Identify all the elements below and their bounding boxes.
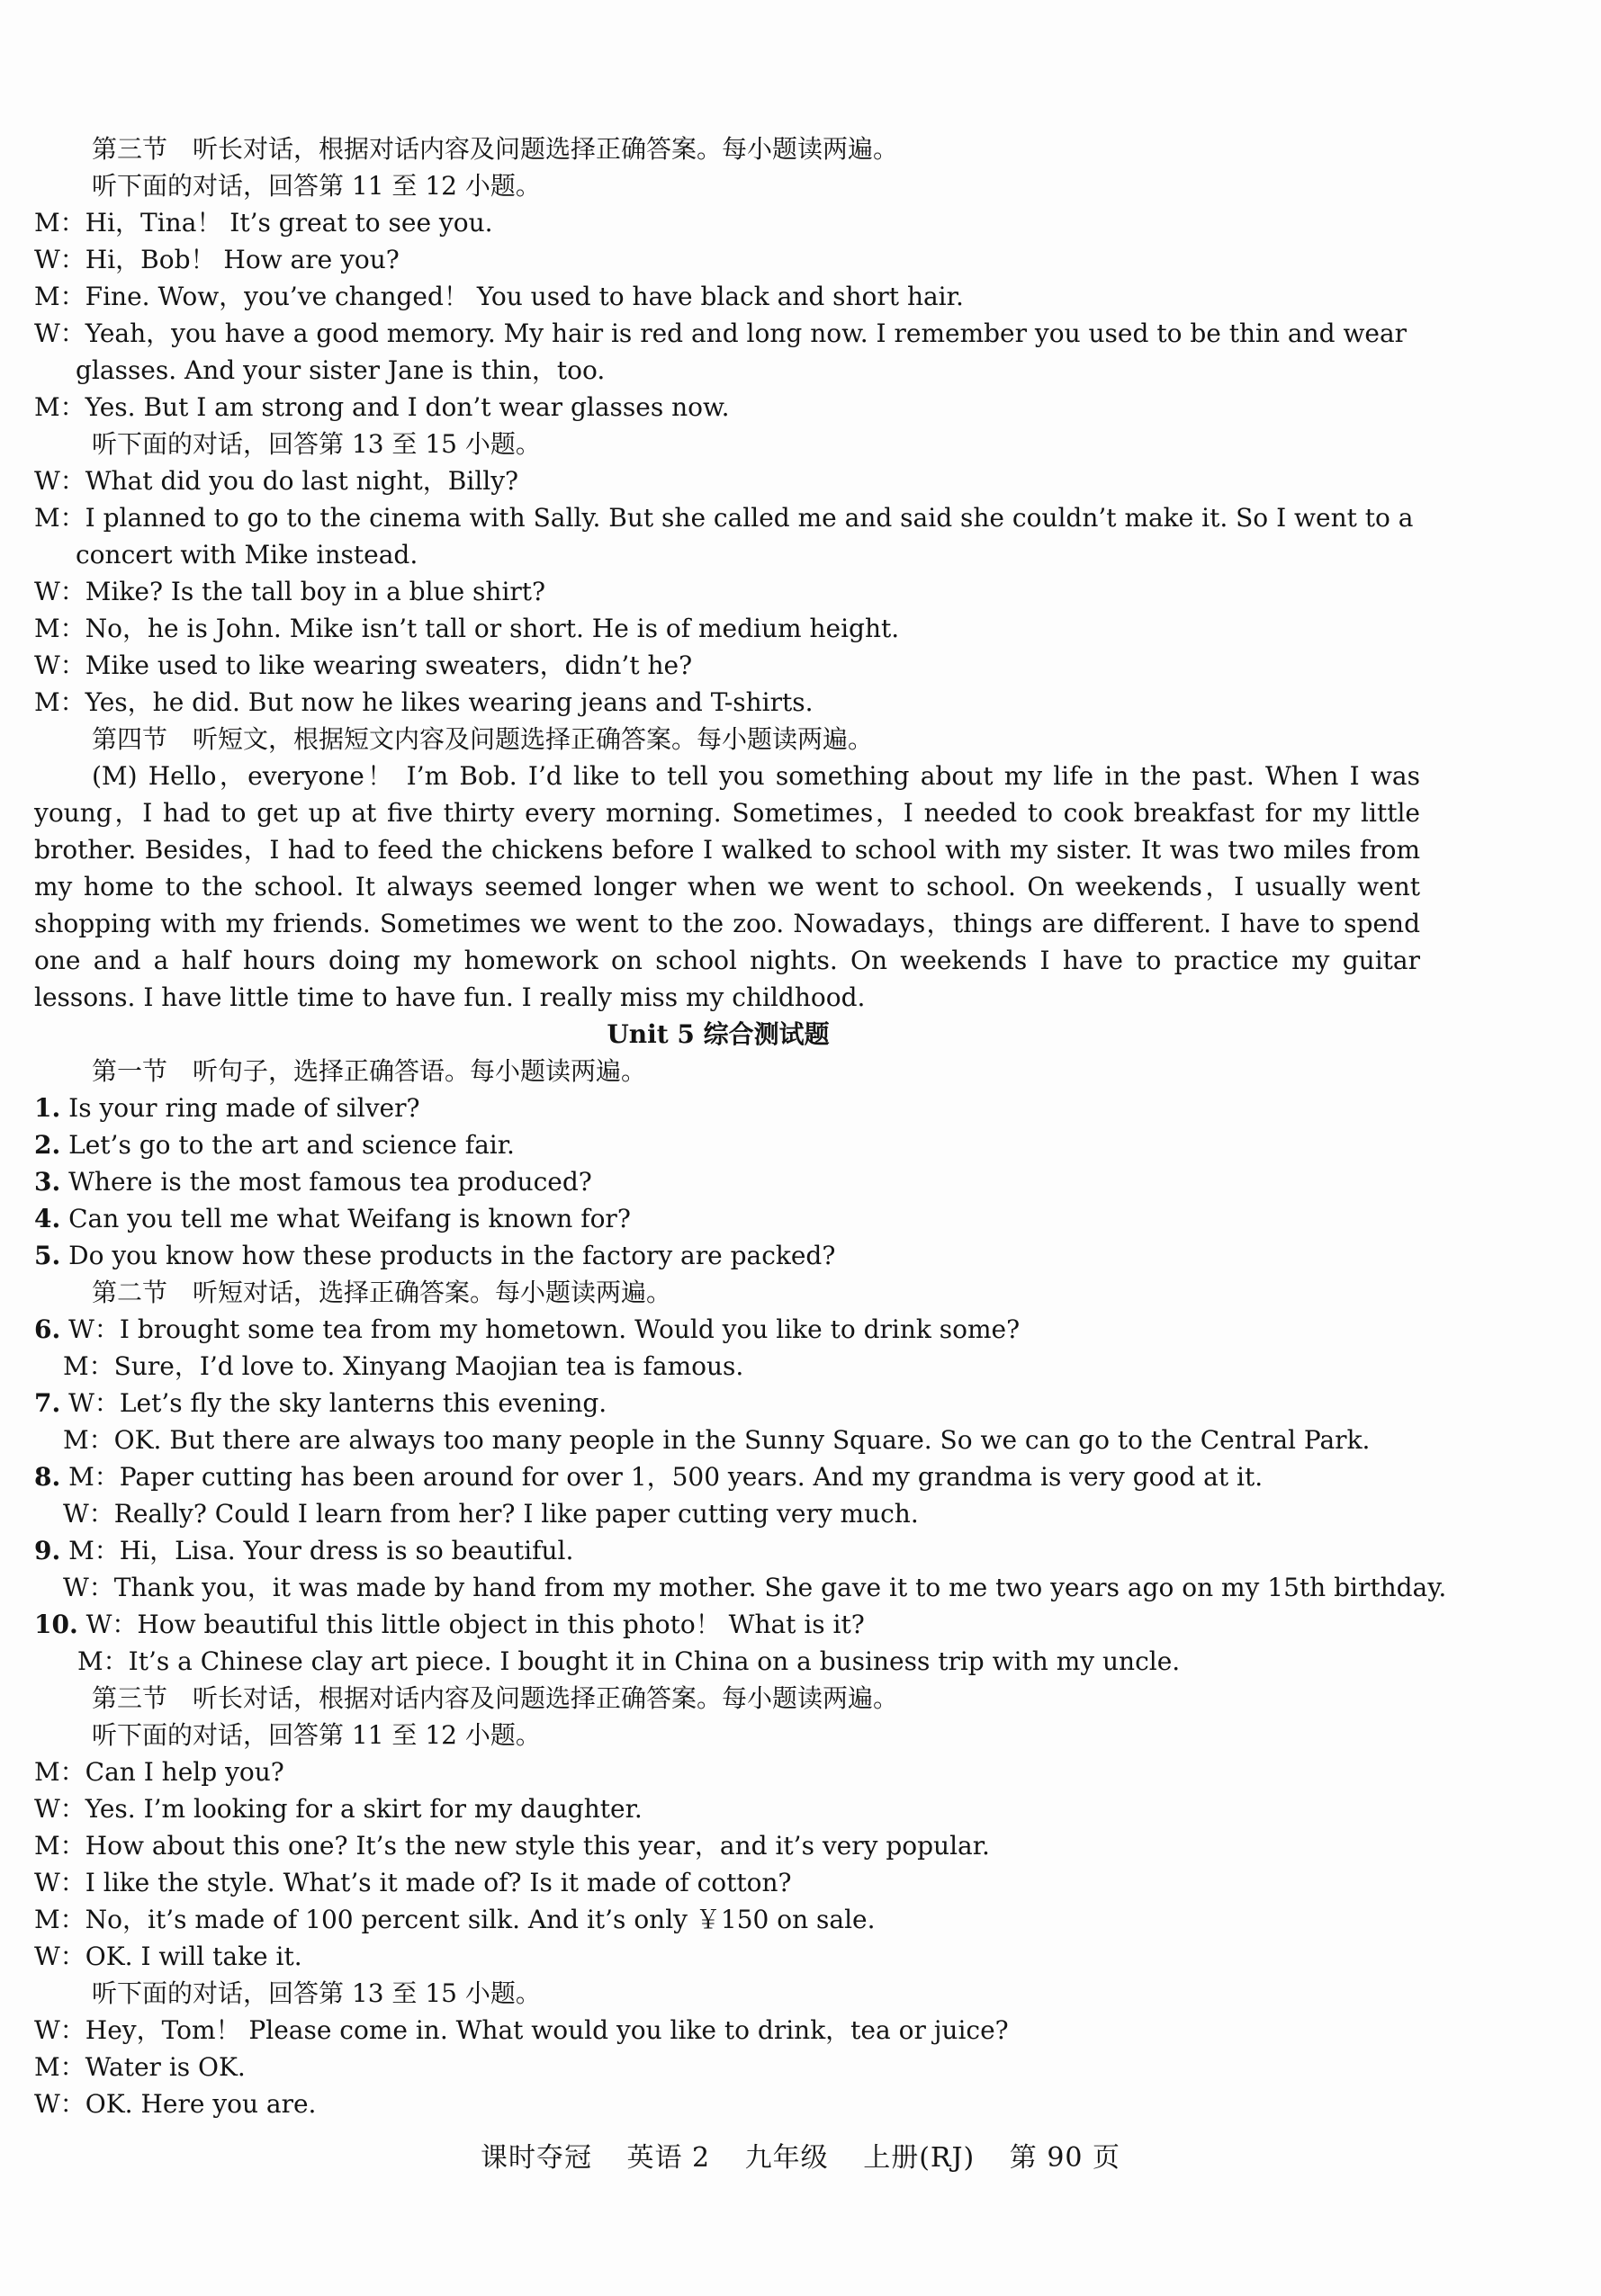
numbered-item <box>34 1532 1420 1569</box>
line-text: W：Yeah，you have a good memory. My hair is red and long now. I remember you used to be thin and wear glasses. And your sister Jane is thin，too. <box>34 318 1408 385</box>
dialogue-line <box>34 204 1420 241</box>
numbered-item-response <box>34 1643 1420 1680</box>
line-text: W：Mike used to like wearing sweaters，didn’t he? <box>34 650 693 680</box>
line-text: Can you tell me what Weifang is known for? <box>60 1204 631 1233</box>
line-text: 听下面的对话，回答第 13 至 15 小题。 <box>92 429 541 459</box>
unit-title <box>34 1016 1420 1053</box>
line-text: Let’s go to the art and science fair. <box>60 1130 515 1160</box>
section-heading <box>34 721 1420 758</box>
numbered-item <box>34 1606 1420 1643</box>
line-text: M：No，it’s made of 100 percent silk. And it’s only ￥150 on sale. <box>34 1905 876 1934</box>
item-number: 3. <box>34 1167 61 1197</box>
dialogue-instruction <box>34 426 1420 462</box>
line-text: 听下面的对话，回答第 13 至 15 小题。 <box>92 1978 541 2008</box>
dialogue-line <box>34 684 1420 721</box>
line-text: M：No，he is John. Mike isn’t tall or short. He is of medium height. <box>34 614 900 643</box>
line-text: Unit 5 综合测试题 <box>607 1019 830 1049</box>
item-number: 6. <box>34 1314 61 1344</box>
line-text: M：It’s a Chinese clay art piece. I bought it in China on a business trip with my uncle. <box>77 1646 1181 1676</box>
numbered-item <box>34 1090 1420 1126</box>
numbered-item-response <box>34 1569 1447 1606</box>
line-text: M：Sure，I’d love to. Xinyang Maojian tea is famous. <box>63 1351 744 1381</box>
item-number: 9. <box>34 1536 61 1565</box>
line-text: 第三节 听长对话，根据对话内容及问题选择正确答案。每小题读两遍。 <box>92 1683 899 1713</box>
numbered-item <box>34 1163 1420 1200</box>
dialogue-line <box>34 2085 1420 2122</box>
dialogue-instruction <box>34 167 1420 204</box>
item-number: 4. <box>34 1204 61 1233</box>
line-text: W：Really? Could I learn from her? I like paper cutting very much. <box>63 1499 919 1529</box>
line-text: M：Fine. Wow，you’ve changed！ You used to have black and short hair. <box>34 282 964 311</box>
footer-subject: 英语 2 <box>626 2142 711 2174</box>
line-text: Where is the most famous tea produced? <box>60 1167 592 1197</box>
numbered-item <box>34 1458 1420 1495</box>
line-text: 听下面的对话，回答第 11 至 12 小题。 <box>92 1720 541 1750</box>
document-body <box>34 130 1447 2122</box>
dialogue-line <box>34 2049 1420 2085</box>
dialogue-line <box>34 241 1420 278</box>
line-text: (M) Hello，everyone！ I’m Bob. I’d like to tell you something about my life in the past. When I was young，I had to get up at five thirty every morning. Sometimes，I needed to cook breakfast for my little brother. Besides，I had to feed the chickens before I walked to school with my sister. It was two miles from my home to the school. It always seemed longer when we went to school. On weekends，I usually went shopping with my friends. Sometimes we went to the zoo. Nowadays，things are different. I have to spend one and a half hours doing my homework on school nights. On weekends I have to practice my guitar lessons. I have little time to have fun. I really miss my childhood. <box>34 761 1420 1012</box>
dialogue-line <box>34 1753 1420 1790</box>
item-number: 7. <box>34 1388 61 1418</box>
page-footer <box>0 2139 1601 2176</box>
line-text: W：Let’s fly the sky lanterns this evening. <box>60 1388 607 1418</box>
section-heading <box>34 1680 1420 1717</box>
line-text: M：How about this one? It’s the new style this year，and it’s very popular. <box>34 1831 990 1861</box>
item-number: 5. <box>34 1241 61 1270</box>
numbered-item-response <box>34 1348 1420 1385</box>
footer-page-number: 第 90 页 <box>1009 2142 1121 2174</box>
item-number: 1. <box>34 1093 61 1123</box>
line-text: M：Water is OK. <box>34 2052 246 2082</box>
dialogue-line <box>34 278 1420 315</box>
line-text: M：Yes. But I am strong and I don’t wear glasses now. <box>34 392 730 422</box>
dialogue-line <box>34 1790 1420 1827</box>
line-text: Do you know how these products in the factory are packed? <box>60 1241 836 1270</box>
numbered-item <box>34 1311 1420 1348</box>
line-text: M：Can I help you? <box>34 1757 284 1787</box>
section-heading <box>34 130 1420 167</box>
numbered-item-response <box>34 1495 1420 1532</box>
item-number: 2. <box>34 1130 61 1160</box>
line-text: M：Yes，he did. But now he likes wearing jeans and T-shirts. <box>34 687 814 717</box>
dialogue-line <box>34 462 1420 499</box>
dialogue-line <box>34 1938 1420 1975</box>
line-text: 第四节 听短文，根据短文内容及问题选择正确答案。每小题读两遍。 <box>92 724 874 754</box>
line-text: W：I brought some tea from my hometown. Would you like to drink some? <box>60 1314 1021 1344</box>
dialogue-line <box>34 1901 1420 1938</box>
line-text: M：I planned to go to the cinema with Sally. But she called me and said she couldn’t make it. So I went to a concert with Mike instead. <box>34 503 1414 570</box>
section-heading <box>34 1053 1420 1090</box>
line-text: W：OK. I will take it. <box>34 1942 302 1971</box>
dialogue-instruction <box>34 1717 1420 1753</box>
item-number: 10. <box>34 1610 78 1639</box>
line-text: M：Hi，Tina！ It’s great to see you. <box>34 208 493 238</box>
line-text: W：Hey，Tom！ Please come in. What would you like to drink，tea or juice? <box>34 2015 1009 2045</box>
numbered-item-response <box>34 1422 1420 1458</box>
numbered-item <box>34 1237 1420 1274</box>
numbered-item <box>34 1126 1420 1163</box>
dialogue-line <box>34 389 1420 426</box>
line-text: 第一节 听句子，选择正确答语。每小题读两遍。 <box>92 1056 647 1086</box>
line-text: W：I like the style. What’s it made of? Is it made of cotton? <box>34 1868 792 1897</box>
line-text: 听下面的对话，回答第 11 至 12 小题。 <box>92 171 541 201</box>
dialogue-line <box>34 499 1420 573</box>
item-number: 8. <box>34 1462 61 1492</box>
dialogue-line <box>34 2012 1420 2049</box>
line-text: W：How beautiful this little object in this photo！ What is it? <box>77 1610 865 1639</box>
numbered-item <box>34 1200 1420 1237</box>
section-heading <box>34 1274 1420 1311</box>
line-text: M：Hi，Lisa. Your dress is so beautiful. <box>60 1536 574 1565</box>
dialogue-line <box>34 1864 1420 1901</box>
footer-volume: 上册(RJ) <box>863 2142 976 2174</box>
dialogue-line <box>34 610 1420 647</box>
dialogue-line <box>34 1827 1420 1864</box>
line-text: M：OK. But there are always too many people in the Sunny Square. So we can go to the Central Park. <box>63 1425 1371 1455</box>
footer-grade: 九年级 <box>744 2142 829 2174</box>
line-text: 第二节 听短对话，选择正确答案。每小题读两遍。 <box>92 1278 672 1307</box>
dialogue-instruction <box>34 1975 1420 2012</box>
line-text: W：Yes. I’m looking for a skirt for my daughter. <box>34 1794 643 1824</box>
line-text: 第三节 听长对话，根据对话内容及问题选择正确答案。每小题读两遍。 <box>92 134 899 164</box>
line-text: W：Hi，Bob！ How are you? <box>34 245 400 274</box>
numbered-item <box>34 1385 1420 1422</box>
passage-paragraph <box>34 758 1420 1016</box>
line-text: M：Paper cutting has been around for over 1，500 years. And my grandma is very good at it. <box>60 1462 1264 1492</box>
line-text: Is your ring made of silver? <box>60 1093 420 1123</box>
line-text: W：What did you do last night，Billy? <box>34 466 519 496</box>
line-text: W：OK. Here you are. <box>34 2089 317 2119</box>
line-text: W：Mike? Is the tall boy in a blue shirt? <box>34 577 546 606</box>
dialogue-line <box>34 647 1420 684</box>
line-text: W：Thank you，it was made by hand from my mother. She gave it to me two years ago on my 15th birthday. <box>63 1573 1447 1602</box>
dialogue-line <box>34 573 1420 610</box>
footer-series: 课时夺冠 <box>480 2142 592 2174</box>
dialogue-line <box>34 315 1420 389</box>
